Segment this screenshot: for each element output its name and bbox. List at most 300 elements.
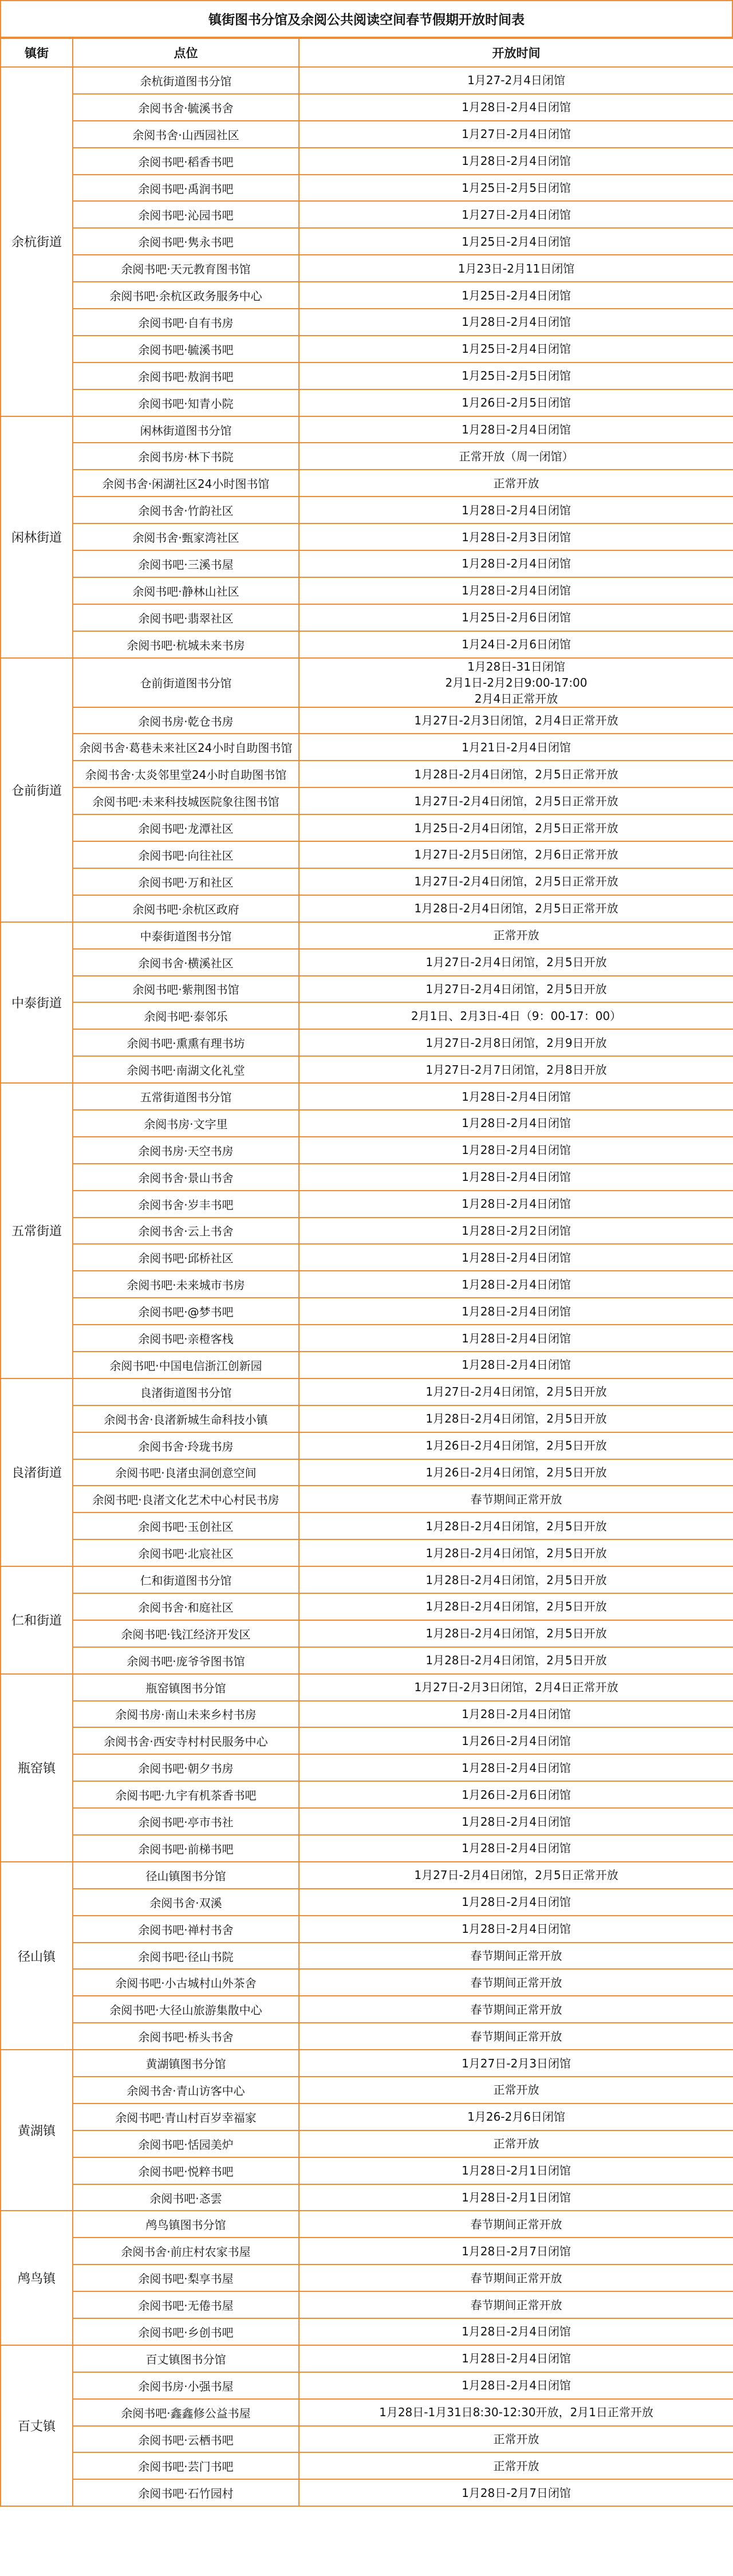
town-cell: 闲林街道 [1,416,73,658]
hours-cell [299,1754,733,1781]
table-row [1,255,733,282]
table-row [1,2372,733,2399]
hours-cell [299,1889,733,1916]
site-cell: 余阅书吧·未来城市书房 [73,1271,299,1298]
hours-cell [299,761,733,787]
hours-cell [299,148,733,175]
town-cell: 余杭街道 [1,67,73,416]
hours-cell [299,1647,733,1674]
hours-cell [299,1029,733,1056]
hours-cell [299,1996,733,2023]
hours-line: 1月28日-2月1日闭馆 [462,2164,571,2178]
hours-line: 1月27日-2月3日闭馆，2月4日正常开放 [414,714,618,728]
hours-cell [299,707,733,734]
table-row [1,658,733,707]
site-cell: 余阅书房·天空书房 [73,1137,299,1164]
site-cell: 余阅书吧·庞爷爷图书馆 [73,1647,299,1674]
site-cell: 余阅书房·文字里 [73,1110,299,1137]
town-cell: 瓶窑镇 [1,1674,73,1862]
hours-line: 1月28日-2月2日闭馆 [462,1223,571,1238]
hours-cell [299,1674,733,1701]
site-cell: 余阅书吧·亲橙客栈 [73,1325,299,1352]
table-row [1,841,733,868]
hours-cell [299,1056,733,1083]
hours-line: 2月1日、2月3日-4日（9：00-17：00） [411,1009,622,1023]
hours-cell [299,1137,733,1164]
site-cell: 余阅书吧·@梦书吧 [73,1298,299,1325]
hours-cell [299,1781,733,1808]
hours-line: 1月26日-2月5日闭馆 [462,396,571,410]
table-row [1,1781,733,1808]
hours-line: 1月25日-2月4日闭馆 [462,342,571,356]
hours-cell [299,1218,733,1244]
table-row [1,67,733,94]
table-row [1,1298,733,1325]
hours-line: 1月25日-2月4日闭馆 [462,234,571,249]
table-row [1,2399,733,2426]
hours-line: 2月1日-2月2日9:00-17:00 [445,675,588,690]
site-cell: 余阅书吧·禅村书舍 [73,1916,299,1943]
hours-line: 1月28日-2月4日闭馆，2月5日开放 [425,1626,607,1641]
site-cell: 余阅书吧·钱江经济开发区 [73,1620,299,1647]
site-cell: 黄湖镇图书分馆 [73,2050,299,2077]
hours-line: 1月27日-2月4日闭馆，2月5日正常开放 [414,794,618,808]
hours-cell [299,416,733,443]
hours-line: 1月28日-2月4日闭馆，2月5日开放 [425,1573,607,1587]
hours-line: 1月28日-2月4日闭馆 [462,1197,571,1211]
hours-line: 春节期间正常开放 [470,2029,562,2043]
hours-cell [299,2452,733,2479]
hours-cell [299,363,733,389]
table-row [1,1674,733,1701]
hours-cell [299,2023,733,2050]
table-row [1,1244,733,1271]
site-cell: 余阅书舍·良渚新城生命科技小镇 [73,1405,299,1432]
site-cell: 余阅书吧·朝夕书房 [73,1754,299,1781]
table-row [1,922,733,949]
hours-line: 1月28日-31日闭馆 [467,659,565,673]
table-row [1,1754,733,1781]
site-cell: 余阅书房·小强书屋 [73,2372,299,2399]
hours-cell [299,1298,733,1325]
hours-line: 正常开放 [493,928,539,943]
hours-line: 1月26日-2月6日闭馆 [462,1787,571,1802]
hours-line: 1月28日-2月4日闭馆 [462,1143,571,1157]
hours-line: 1月25日-2月4日闭馆，2月5日正常开放 [414,821,618,835]
hours-line: 1月26-2月6日闭馆 [467,2110,565,2124]
site-cell: 余阅书舍·西安寺村村民服务中心 [73,1727,299,1754]
site-cell: 余阅书吧·龙潭社区 [73,814,299,841]
hours-cell [299,2157,733,2184]
site-cell: 余阅书吧·毓溪书吧 [73,336,299,363]
hours-line: 1月25日-2月5日闭馆 [462,181,571,195]
hours-line: 1月28日-2月4日闭馆 [462,423,571,437]
hours-cell [299,443,733,470]
hours-cell [299,577,733,604]
site-cell: 余杭街道图书分馆 [73,67,299,94]
table-row [1,1620,733,1647]
hours-line: 1月28日-2月7日闭馆 [462,2244,571,2258]
hours-line: 1月28日-2月7日闭馆 [462,2486,571,2500]
hours-cell [299,949,733,976]
site-cell: 余阅书舍·竹韵社区 [73,497,299,523]
hours-line: 正常开放 [493,2459,539,2473]
hours-line: 1月28日-2月4日闭馆，2月5日正常开放 [414,901,618,916]
site-cell: 余阅书吧·前梯书吧 [73,1835,299,1862]
table-row [1,1083,733,1110]
site-cell: 余阅书吧·石竹园村 [73,2479,299,2506]
table-row [1,1378,733,1405]
hours-cell [299,523,733,550]
hours-cell [299,1110,733,1137]
table-row [1,1191,733,1218]
site-cell: 五常街道图书分馆 [73,1083,299,1110]
site-cell: 径山镇图书分馆 [73,1862,299,1889]
table-row [1,707,733,734]
hours-cell [299,1083,733,1110]
hours-line: 1月28日-2月4日闭馆 [462,1895,571,1909]
hours-cell [299,868,733,895]
table-row [1,2211,733,2238]
hours-line: 1月27日-2月5日闭馆，2月6日正常开放 [414,848,618,862]
table-row [1,577,733,604]
site-cell: 余阅书吧·大径山旅游集散中心 [73,1996,299,2023]
hours-line: 春节期间正常开放 [470,2298,562,2312]
table-row [1,1002,733,1029]
hours-cell [299,2264,733,2291]
town-cell: 百丈镇 [1,2345,73,2506]
site-cell: 余阅书舍·毓溪书舍 [73,94,299,121]
table-row [1,1889,733,1916]
hours-line: 1月27日-2月4日闭馆 [462,127,571,141]
hours-line: 正常开放 [493,476,539,490]
table-row [1,1969,733,1996]
table-row [1,2452,733,2479]
table-row [1,631,733,658]
table-row [1,282,733,309]
hours-line: 1月28日-2月4日闭馆 [462,1304,571,1318]
site-cell: 余阅书吧·余杭区政府 [73,895,299,922]
hours-cell [299,1512,733,1539]
hours-cell [299,1191,733,1218]
hours-line: 1月28日-2月4日闭馆，2月5日正常开放 [414,767,618,781]
hours-cell [299,2426,733,2453]
site-cell: 余阅书舍·青山访客中心 [73,2077,299,2104]
header-site: 点位 [73,38,299,67]
hours-cell [299,814,733,841]
site-cell: 余阅书吧·稻香书吧 [73,148,299,175]
site-cell: 余阅书吧·良渚虫洞创意空间 [73,1459,299,1486]
hours-cell [299,2318,733,2345]
hours-cell [299,1352,733,1378]
hours-cell [299,121,733,148]
site-cell: 余阅书吧·翡翠社区 [73,604,299,631]
table-row [1,1701,733,1728]
hours-line: 1月26日-2月4日闭馆，2月5日开放 [425,1439,607,1453]
table-row [1,1808,733,1835]
hours-cell [299,1566,733,1593]
site-cell: 余阅书吧·北宸社区 [73,1539,299,1566]
site-cell: 余阅书吧·隽永书吧 [73,228,299,255]
hours-cell [299,2050,733,2077]
site-cell: 余阅书舍·甄家湾社区 [73,523,299,550]
hours-line: 1月27日-2月3日闭馆，2月4日正常开放 [414,1680,618,1695]
site-cell: 余阅书吧·青山村百岁幸福家 [73,2104,299,2130]
table-row [1,1727,733,1754]
header-row [1,38,733,67]
site-cell: 余阅书吧·乡创书吧 [73,2318,299,2345]
table-row [1,2426,733,2453]
hours-cell [299,631,733,658]
hours-line: 春节期间正常开放 [470,1975,562,1990]
hours-cell [299,1727,733,1754]
town-cell: 良渚街道 [1,1378,73,1566]
hours-line: 1月27日-2月4日闭馆，2月5日正常开放 [414,875,618,889]
hours-line: 1月28日-2月3日闭馆 [462,530,571,544]
table-row [1,470,733,497]
hours-line: 1月28日-2月4日闭馆 [462,1922,571,1936]
hours-line: 1月28日-2月4日闭馆 [462,1814,571,1829]
hours-line: 1月28日-2月4日闭馆 [462,1760,571,1775]
hours-line: 1月27日-2月4日闭馆，2月5日开放 [425,955,607,970]
hours-cell [299,658,733,707]
hours-line: 1月28日-2月4日闭馆 [462,1089,571,1104]
site-cell: 余阅书吧·南湖文化礼堂 [73,1056,299,1083]
hours-line: 春节期间正常开放 [470,1492,562,1506]
town-cell: 径山镇 [1,1862,73,2050]
site-cell: 余阅书舍·和庭社区 [73,1593,299,1620]
site-cell: 余阅书舍·景山书舍 [73,1164,299,1191]
hours-line: 正常开放 [493,2083,539,2097]
hours-line: 正常开放 [493,2137,539,2151]
table-row [1,1943,733,1970]
hours-cell [299,1244,733,1271]
table-row [1,228,733,255]
table-row [1,2157,733,2184]
hours-cell [299,1701,733,1728]
site-cell: 余阅书吧·邱桥社区 [73,1244,299,1271]
hours-cell [299,841,733,868]
hours-line: 1月25日-2月5日闭馆 [462,369,571,383]
site-cell: 余阅书吧·亭市书社 [73,1808,299,1835]
table-row [1,1486,733,1512]
header-town: 镇街 [1,38,73,67]
hours-cell [299,2077,733,2104]
table-row [1,1996,733,2023]
table-row [1,1512,733,1539]
table-row [1,1110,733,1137]
site-cell: 余阅书舍·山西园社区 [73,121,299,148]
table-row [1,148,733,175]
site-cell: 余阅书吧·未来科技城医院象往图书馆 [73,787,299,814]
hours-cell [299,2372,733,2399]
site-cell: 瓶窑镇图书分馆 [73,1674,299,1701]
table-row [1,1862,733,1889]
hours-cell [299,1539,733,1566]
hours-cell [299,976,733,1003]
site-cell: 余阅书舍·前庄村农家书屋 [73,2238,299,2264]
hours-line: 1月27日-2月4日闭馆 [462,207,571,222]
site-cell: 余阅书吧·沁园书吧 [73,201,299,228]
hours-cell [299,1862,733,1889]
site-cell: 余阅书吧·梨享书屋 [73,2264,299,2291]
site-cell: 余阅书房·林下书院 [73,443,299,470]
hours-line: 1月28日-2月4日闭馆 [462,557,571,571]
table-row [1,1056,733,1083]
table-row [1,2318,733,2345]
table-row [1,1432,733,1459]
table-row [1,2050,733,2077]
table-row [1,1835,733,1862]
hours-cell [299,336,733,363]
table-row [1,523,733,550]
hours-cell [299,2104,733,2130]
site-cell: 余阅书吧·向往社区 [73,841,299,868]
site-cell: 余阅书吧·禹润书吧 [73,175,299,202]
hours-cell [299,2479,733,2506]
hours-line: 1月27日-2月3日闭馆 [462,2056,571,2070]
site-cell: 仓前街道图书分馆 [73,658,299,707]
hours-line: 春节期间正常开放 [470,2217,562,2231]
site-cell: 余阅书吧·天元教育图书馆 [73,255,299,282]
site-cell: 中泰街道图书分馆 [73,922,299,949]
site-cell: 余阅书房·南山未来乡村书房 [73,1701,299,1728]
table-row [1,389,733,416]
site-cell: 余阅书吧·忞雲 [73,2184,299,2211]
hours-line: 1月23日-2月11日闭馆 [458,261,575,275]
site-cell: 余阅书吧·紫荆图书馆 [73,976,299,1003]
table-row [1,1271,733,1298]
hours-cell [299,895,733,922]
table-row [1,1164,733,1191]
table-row [1,2104,733,2130]
table-row [1,2291,733,2318]
table-row [1,201,733,228]
site-cell: 余阅书舍·横溪社区 [73,949,299,976]
site-cell: 良渚街道图书分馆 [73,1378,299,1405]
site-cell: 余阅书吧·静林山社区 [73,577,299,604]
table-row [1,1566,733,1593]
town-cell: 仁和街道 [1,1566,73,1674]
site-cell: 百丈镇图书分馆 [73,2345,299,2372]
table-row [1,1647,733,1674]
hours-line: 1月28日-2月4日闭馆 [462,1250,571,1265]
hours-line: 2月4日正常开放 [474,691,558,706]
table-row [1,1405,733,1432]
hours-cell [299,1432,733,1459]
hours-cell [299,734,733,761]
table-row [1,2077,733,2104]
table-row [1,1137,733,1164]
hours-line: 1月28日-2月4日闭馆 [462,315,571,329]
hours-line: 1月28日-2月4日闭馆 [462,1841,571,1856]
schedule-table [0,38,733,2507]
table-row [1,1218,733,1244]
table-row [1,814,733,841]
table-row [1,1459,733,1486]
hours-line: 1月24日-2月6日闭馆 [462,637,571,652]
hours-cell [299,228,733,255]
hours-cell [299,1002,733,1029]
site-cell: 余阅书舍·玲珑书房 [73,1432,299,1459]
table-row [1,1539,733,1566]
table-row [1,94,733,121]
hours-line: 春节期间正常开放 [470,2002,562,2016]
hours-cell [299,787,733,814]
hours-cell [299,550,733,577]
hours-line: 春节期间正常开放 [470,2271,562,2285]
hours-line: 1月28日-2月4日闭馆 [462,1331,571,1345]
table-row [1,363,733,389]
site-cell: 余阅书吧·三溪书屋 [73,550,299,577]
hours-cell [299,389,733,416]
hours-line: 1月28日-2月4日闭馆 [462,2378,571,2393]
town-cell: 五常街道 [1,1083,73,1378]
table-row [1,416,733,443]
table-row [1,976,733,1003]
hours-line: 1月28日-2月4日闭馆 [462,154,571,168]
site-cell: 余阅书吧·芸门书吧 [73,2452,299,2479]
hours-cell [299,1593,733,1620]
site-cell: 余阅书吧·玉创社区 [73,1512,299,1539]
town-cell: 黄湖镇 [1,2050,73,2211]
table-row [1,868,733,895]
site-cell: 余阅书吧·余杭区政务服务中心 [73,282,299,309]
site-cell: 余阅书吧·敖润书吧 [73,363,299,389]
hours-cell [299,1808,733,1835]
hours-line: 1月27日-2月4日闭馆，2月5日开放 [425,1385,607,1399]
table-row [1,1029,733,1056]
site-cell: 余阅书吧·桥头书舍 [73,2023,299,2050]
hours-line: 1月28日-2月4日闭馆 [462,1707,571,1721]
hours-line: 1月21日-2月4日闭馆 [462,740,571,754]
site-cell: 仁和街道图书分馆 [73,1566,299,1593]
hours-cell [299,2345,733,2372]
hours-cell [299,255,733,282]
hours-cell [299,309,733,336]
hours-cell [299,1271,733,1298]
site-cell: 余阅书吧·知青小院 [73,389,299,416]
hours-line: 1月26日-2月4日闭馆 [462,1734,571,1748]
table-row [1,787,733,814]
site-cell: 鸬鸟镇图书分馆 [73,2211,299,2238]
hours-cell [299,1486,733,1512]
hours-line: 1月27日-2月8日闭馆，2月9日开放 [425,1035,607,1050]
site-cell: 余阅书舍·双溪 [73,1889,299,1916]
hours-cell [299,922,733,949]
table-row [1,2023,733,2050]
site-cell: 余阅书吧·鑫鑫修公益书屋 [73,2399,299,2426]
site-cell: 余阅书吧·杭城未来书房 [73,631,299,658]
hours-cell [299,1164,733,1191]
hours-line: 1月28日-2月4日闭馆 [462,100,571,115]
hours-line: 1月28日-1月31日8:30-12:30开放，2月1日正常开放 [379,2405,653,2420]
hours-cell [299,2184,733,2211]
hours-line: 1月28日-2月4日闭馆 [462,503,571,517]
hours-line: 1月28日-2月4日闭馆 [462,584,571,598]
table-row [1,336,733,363]
hours-line: 正常开放 [493,2432,539,2447]
table-row [1,761,733,787]
hours-cell [299,2399,733,2426]
hours-line: 1月28日-2月4日闭馆 [462,2325,571,2339]
site-cell: 余阅书吧·中国电信浙江创新园 [73,1352,299,1378]
hours-cell [299,604,733,631]
header-hours: 开放时间 [299,38,733,67]
table-row [1,309,733,336]
table-row [1,175,733,202]
hours-cell [299,2130,733,2157]
